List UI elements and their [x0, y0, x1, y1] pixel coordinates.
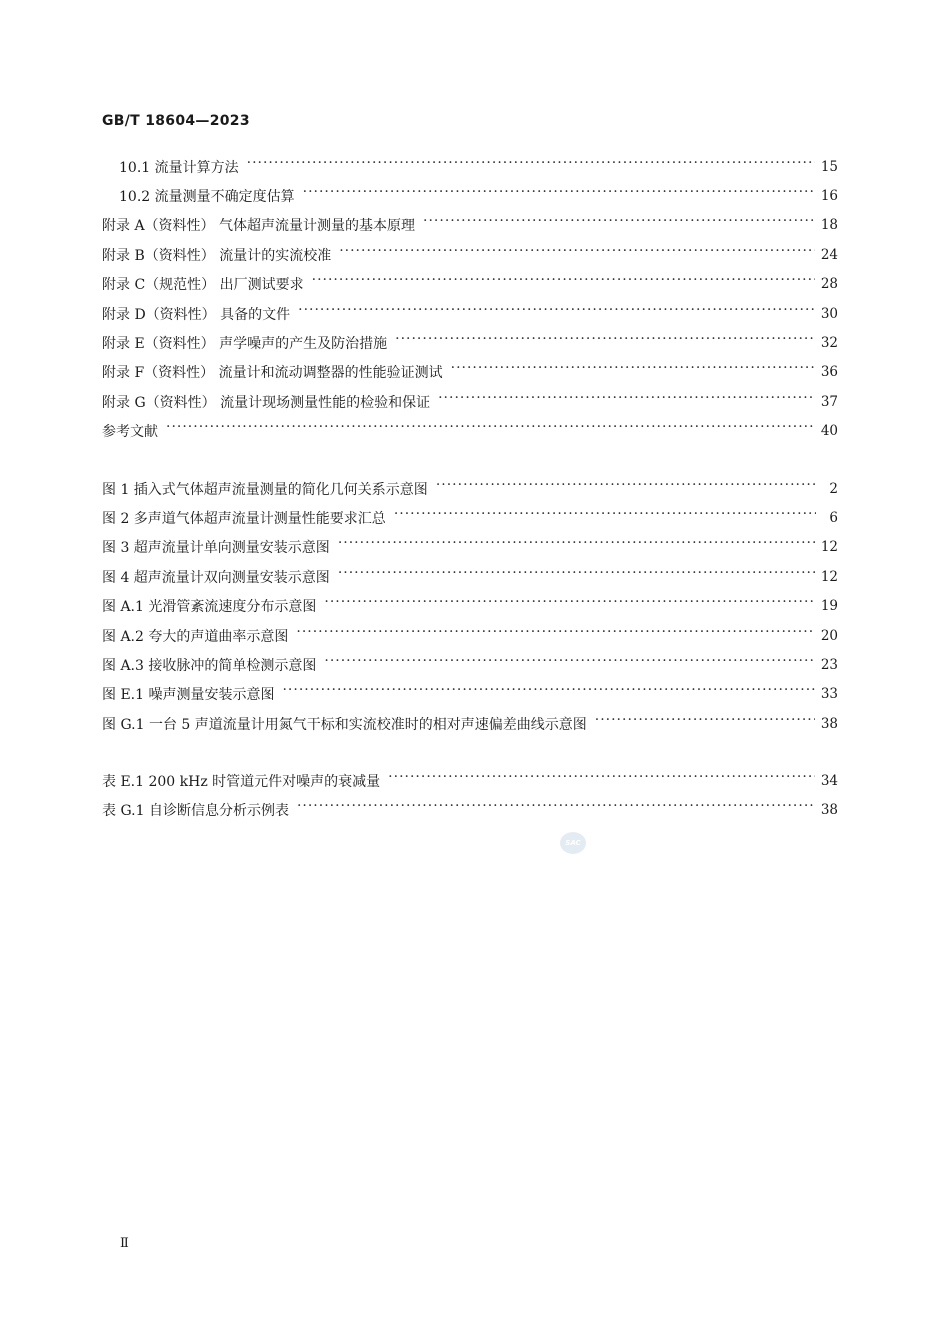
toc-entry-label: 图 3 超声流量计单向测量安装示意图	[102, 537, 334, 557]
toc-leader-dots	[282, 687, 814, 701]
toc-leader-dots	[595, 717, 815, 731]
toc-entry-page: 34	[820, 772, 838, 789]
toc-entry-page: 23	[820, 657, 838, 674]
toc-leader-dots	[388, 774, 815, 788]
toc-leader-dots	[438, 395, 815, 409]
toc-entry-label: 图 A.2 夸大的声道曲率示意图	[102, 626, 292, 646]
toc-entry-label: 图 1 插入式气体超声流量测量的简化几何关系示意图	[102, 479, 432, 499]
toc-figure-entry[interactable]	[102, 709, 838, 738]
toc-leader-dots	[298, 307, 815, 321]
toc-entry-page: 32	[820, 335, 838, 352]
toc-leader-dots	[395, 336, 815, 350]
toc-entry-page: 2	[829, 480, 838, 497]
toc-entry-page: 37	[820, 393, 838, 410]
toc-figure-entry[interactable]	[102, 562, 838, 591]
toc-entry-page: 28	[820, 276, 838, 293]
toc-entry[interactable]	[102, 181, 838, 210]
toc-entry-label: 附录 C（规范性） 出厂测试要求	[102, 274, 308, 294]
toc-entry-label: 图 A.1 光滑管紊流速度分布示意图	[102, 596, 320, 616]
toc-leader-dots	[338, 540, 815, 554]
toc-entry[interactable]	[102, 358, 838, 387]
toc-entry-label: 附录 G（资料性） 流量计现场测量性能的检验和保证	[102, 392, 434, 412]
toc-entry-page: 20	[820, 627, 838, 644]
toc-tables	[102, 766, 838, 825]
toc-leader-dots	[394, 511, 816, 525]
toc-figure-entry[interactable]	[102, 503, 838, 532]
toc-leader-dots	[324, 599, 814, 613]
toc-figure-entry[interactable]	[102, 680, 838, 709]
page-number: Ⅱ	[120, 1236, 129, 1251]
toc-leader-dots	[166, 424, 815, 438]
toc-entry[interactable]	[102, 299, 838, 328]
toc-leader-dots	[247, 160, 815, 174]
toc-entry-page: 12	[820, 568, 838, 585]
toc-entry-label: 表 E.1 200 kHz 时管道元件对噪声的衰减量	[102, 771, 384, 791]
toc-figure-entry[interactable]	[102, 474, 838, 503]
toc-leader-dots	[339, 248, 815, 262]
toc-entry[interactable]	[102, 417, 838, 446]
toc-entry-page: 6	[829, 510, 838, 527]
toc-entry[interactable]	[102, 328, 838, 357]
toc-leader-dots	[296, 629, 814, 643]
toc-leader-dots	[312, 277, 815, 291]
toc-entry-page: 36	[820, 364, 838, 381]
sac-watermark-logo: SAC	[560, 832, 586, 854]
toc-leader-dots	[436, 482, 816, 496]
toc-entry-page: 40	[820, 423, 838, 440]
toc-entry-label: 参考文献	[102, 421, 162, 441]
toc-entry-label: 图 4 超声流量计双向测量安装示意图	[102, 567, 334, 587]
toc-entry-page: 38	[820, 715, 838, 732]
toc-entry-label: 图 E.1 噪声测量安装示意图	[102, 684, 278, 704]
standard-code-header: GB/T 18604—2023	[102, 113, 250, 129]
toc-figure-entry[interactable]	[102, 621, 838, 650]
toc-leader-dots	[297, 803, 815, 817]
toc-figure-entry[interactable]	[102, 650, 838, 679]
toc-entry-label: 附录 B（资料性） 流量计的实流校准	[102, 245, 335, 265]
toc-leader-dots	[423, 218, 815, 232]
toc-entry-page: 33	[820, 686, 838, 703]
toc-entry-page: 19	[820, 598, 838, 615]
toc-entry-label: 10.1 流量计算方法	[119, 157, 243, 177]
toc-figure-entry[interactable]	[102, 533, 838, 562]
toc-entry-label: 10.2 流量测量不确定度估算	[119, 186, 299, 206]
toc-leader-dots	[338, 570, 815, 584]
toc-leader-dots	[303, 189, 815, 203]
toc-entry-label: 附录 E（资料性） 声学噪声的产生及防治措施	[102, 333, 391, 353]
toc-entry-page: 24	[820, 246, 838, 263]
toc-entry-page: 30	[820, 305, 838, 322]
toc-entry[interactable]	[102, 152, 838, 181]
toc-entry[interactable]	[102, 211, 838, 240]
toc-leader-dots	[324, 658, 814, 672]
toc-entry[interactable]	[102, 270, 838, 299]
toc-entry-page: 12	[820, 539, 838, 556]
toc-table-entry[interactable]	[102, 795, 838, 824]
toc-entry-label: 图 2 多声道气体超声流量计测量性能要求汇总	[102, 508, 390, 528]
toc-leader-dots	[451, 365, 815, 379]
toc-figures	[102, 474, 838, 739]
toc-table-entry[interactable]	[102, 766, 838, 795]
toc-entry-page: 18	[820, 217, 838, 234]
toc-entry-page: 16	[820, 188, 838, 205]
toc-figure-entry[interactable]	[102, 592, 838, 621]
toc-entry[interactable]	[102, 240, 838, 269]
toc-entry-label: 附录 D（资料性） 具备的文件	[102, 304, 294, 324]
toc-entry-label: 表 G.1 自诊断信息分析示例表	[102, 800, 293, 820]
toc-entry-label: 图 A.3 接收脉冲的简单检测示意图	[102, 655, 320, 675]
toc-entry-page: 38	[820, 802, 838, 819]
toc-entry-label: 图 G.1 一台 5 声道流量计用氮气干标和实流校准时的相对声速偏差曲线示意图	[102, 714, 591, 734]
toc-entry[interactable]	[102, 387, 838, 416]
toc-entry-page: 15	[820, 158, 838, 175]
toc-entry-label: 附录 A（资料性） 气体超声流量计测量的基本原理	[102, 215, 419, 235]
toc-sections	[102, 152, 838, 446]
toc-entry-label: 附录 F（资料性） 流量计和流动调整器的性能验证测试	[102, 362, 447, 382]
